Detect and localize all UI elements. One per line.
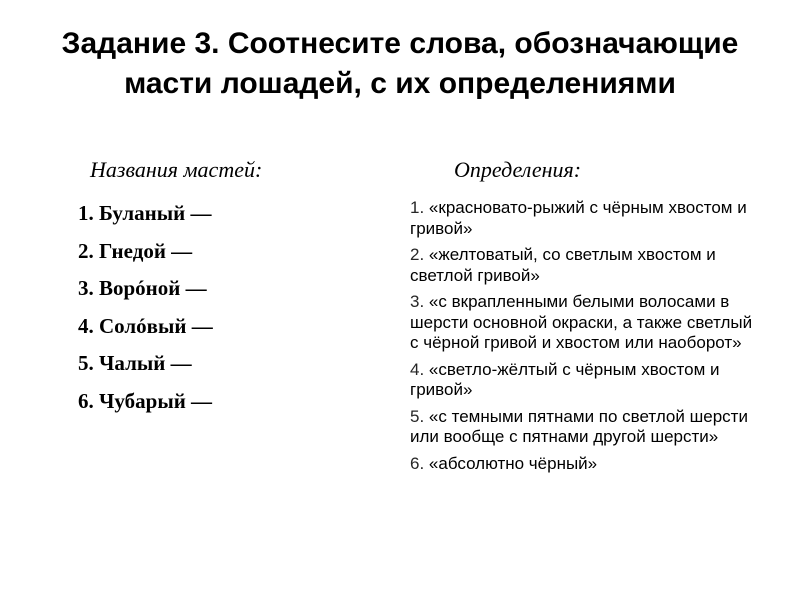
definition-number: 6. [410, 453, 425, 473]
task-instruction: Соотнесите слова, обозначающие масти лошадей, с их определениями [124, 27, 739, 101]
definition-number: 1. [410, 198, 425, 217]
definition-item [410, 360, 765, 401]
definition-item [410, 454, 765, 475]
coat-name-item: 4. Солóвый — [78, 313, 213, 338]
coat-name-item: 1. Буланый — [78, 201, 212, 225]
slide-title [40, 24, 760, 104]
definition-text: «красновато-рыжий с чёрным хвостом и гривой» [410, 198, 747, 238]
definitions-list [410, 198, 765, 480]
definition-text: «желтоватый, со светлым хвостом и светлой гривой» [410, 245, 716, 285]
definition-text: «светло-жёлтый с чёрным хвостом и гривой» [410, 359, 720, 399]
definition-number: 3. [410, 292, 425, 311]
definition-text: «абсолютно чёрный» [428, 453, 598, 473]
coat-name-item: 6. Чубарый — [78, 388, 213, 413]
definition-text: «с темными пятнами по светлой шерсти или вообще с пятнами другой шерсти» [410, 406, 748, 446]
definitions-heading: Определения: [454, 157, 582, 182]
names-heading: Названия мастей: [90, 157, 263, 182]
definition-item [410, 407, 765, 448]
coat-name-item: 2. Гнедой — [78, 238, 193, 263]
definition-number: 4. [410, 359, 425, 379]
definition-item [410, 292, 765, 354]
definition-number: 5. [410, 406, 425, 426]
definition-item [410, 245, 765, 286]
coat-name-item: 5. Чалый — [78, 351, 192, 375]
definition-item [410, 198, 765, 239]
task-number: Задание 3. [61, 27, 220, 61]
definition-number: 2. [410, 245, 425, 264]
coat-name-item: 3. Ворóной — [78, 276, 207, 300]
coat-names-list [78, 200, 378, 425]
definition-text: «с вкрапленными белыми волосами в шерсти основной окраски, а также светлый с чёрной гривой и хвостом или наоборот» [410, 292, 753, 352]
